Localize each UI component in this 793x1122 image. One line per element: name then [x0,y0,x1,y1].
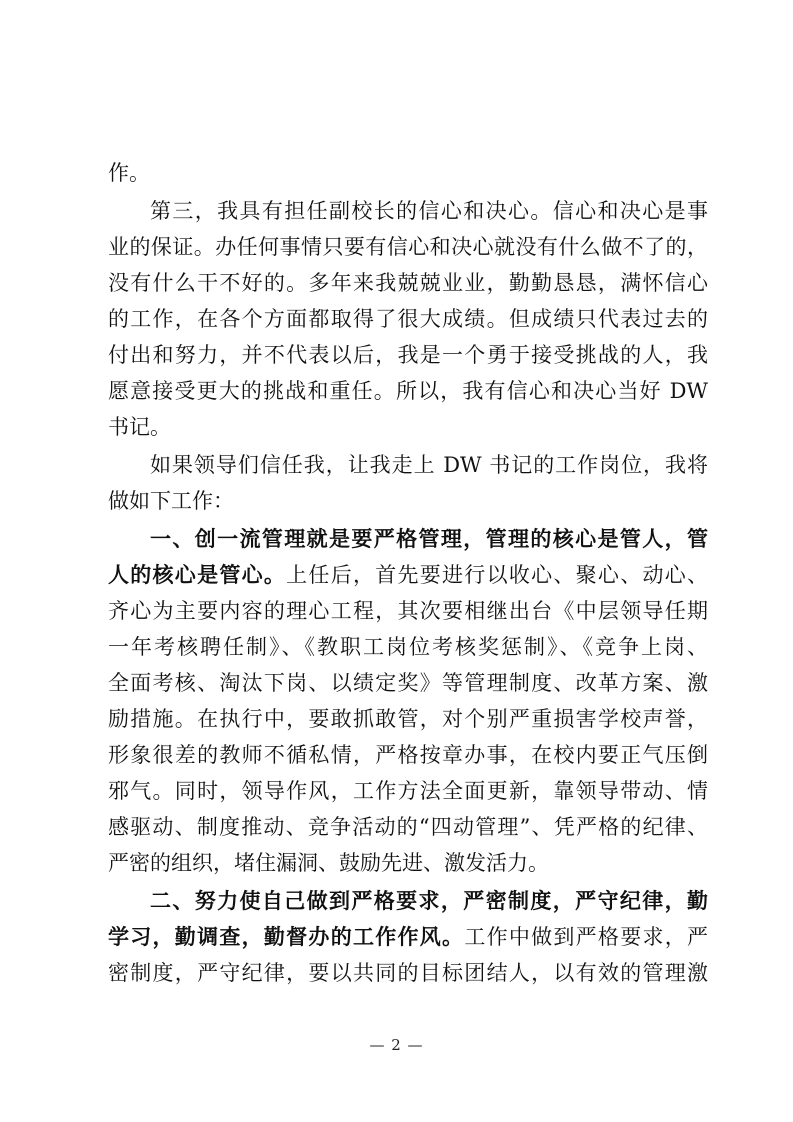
section-2-heading-end: 学习，勤调查，勤督办的工作作风。 [108,924,465,949]
text-line: 感驱动、制度推动、竞争活动的“四动管理”、凭严格的纪律、 [108,815,708,839]
section-1-heading-end: 人的核心是管心。 [108,562,287,587]
text-line-mixed [108,557,708,593]
text-line: 形象很差的教师不循私情，严格按章办事，在校内要正气压倒 [108,743,708,767]
text-line: 没有什么干不好的。多年来我兢兢业业，勤勤恳恳，满怀信心 [108,271,708,295]
text-line: 密制度，严守纪律，要以共同的目标团结人，以有效的管理激 [108,961,708,985]
section-1-body-start: 上任后，首先要进行以收心、聚心、动心、 [286,563,709,587]
text-line: 愿意接受更大的挑战和重任。所以，我有信心和决心当好 DW [108,379,708,403]
text-line: 全面考核、淘汰下岗、以绩定奖》等管理制度、改革方案、激 [108,671,708,695]
text-line: 作。 [108,161,150,185]
section-2-heading: 二、努力使自己做到严格要求，严密制度，严守纪律，勤 [150,888,708,913]
text-line: 严密的组织，堵住漏洞、鼓励先进、激发活力。 [108,851,549,875]
page-number: — 2 — [369,1036,424,1054]
text-line: 的工作，在各个方面都取得了很大成绩。但成绩只代表过去的 [108,307,708,331]
paragraph-intro-start: 如果领导们信任我，让我走上 DW 书记的工作岗位，我将 [150,453,708,477]
text-line: 书记。 [108,415,171,439]
text-line: 一年考核聘任制》、《教职工岗位考核奖惩制》、《竞争上岗、 [108,635,708,659]
section-1-heading: 一、创一流管理就是要严格管理，管理的核心是管人，管 [150,526,708,551]
paragraph-3-start: 第三，我具有担任副校长的信心和决心。信心和决心是事 [150,199,708,223]
section-2-body-start: 工作中做到严格要求，严 [464,925,709,949]
text-line: 业的保证。办任何事情只要有信心和决心就没有什么做不了的， [108,235,708,259]
text-line: 励措施。在执行中，要敢抓敢管，对个别严重损害学校声誉， [108,707,708,731]
document-body [108,155,708,991]
text-line: 齐心为主要内容的理心工程，其次要相继出台《中层领导任期 [108,599,708,623]
text-line: 做如下工作： [108,489,234,513]
text-line: 邪气。同时，领导作风，工作方法全面更新，靠领导带动、情 [108,779,708,803]
text-line: 付出和努力，并不代表以后，我是一个勇于接受挑战的人，我 [108,343,708,367]
text-line-mixed [108,919,708,955]
